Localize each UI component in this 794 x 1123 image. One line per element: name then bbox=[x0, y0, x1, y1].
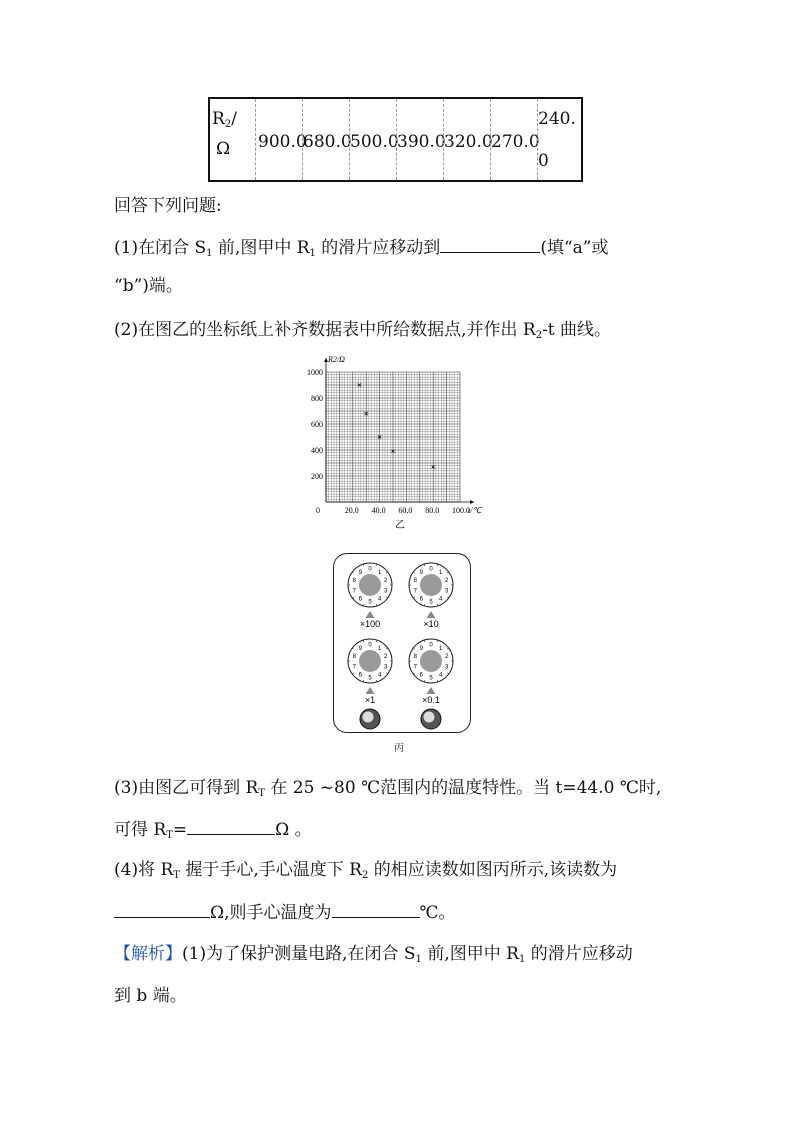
table-cell: 390.0 bbox=[396, 99, 443, 180]
y-axis-label: R2/Ω bbox=[328, 355, 345, 364]
dial bbox=[409, 563, 453, 629]
dial-digit: 8 bbox=[413, 578, 417, 585]
solution-tag: 【解析】 bbox=[114, 944, 182, 964]
r2-t-chart bbox=[300, 352, 500, 532]
multiplier-label: ×10 bbox=[423, 619, 439, 629]
question-4-cont: Ω,则手心温度为 ℃。 bbox=[114, 899, 456, 925]
dial-digit: 8 bbox=[352, 654, 356, 661]
answer-blank[interactable] bbox=[187, 816, 275, 835]
x-tick-label: 40.0 bbox=[371, 506, 386, 515]
dial-digit: 8 bbox=[413, 654, 417, 661]
table-cell: 270.0 bbox=[490, 99, 537, 180]
dial-knob bbox=[359, 650, 381, 672]
pointer-triangle bbox=[427, 687, 436, 694]
dial bbox=[348, 639, 392, 705]
dial-digit: 4 bbox=[439, 596, 443, 603]
dial-digit: 1 bbox=[439, 569, 443, 576]
row-label: $R_2/$ Ω bbox=[212, 109, 237, 159]
terminal-highlight bbox=[424, 712, 435, 723]
y-tick-label: 800 bbox=[311, 394, 323, 403]
dial-digit: 2 bbox=[384, 578, 388, 585]
dial-digit: 4 bbox=[439, 672, 443, 679]
dial-digit: 3 bbox=[384, 664, 388, 671]
table-cell: 320.0 bbox=[443, 99, 490, 180]
table-cell: 680.0 bbox=[302, 99, 349, 180]
terminal bbox=[421, 709, 441, 729]
dial-digit: 1 bbox=[439, 645, 443, 652]
multiplier-label: ×1 bbox=[364, 695, 376, 705]
table-cell: 500.0 bbox=[349, 99, 396, 180]
x-axis-arrow bbox=[470, 500, 474, 504]
dial-digit: 6 bbox=[419, 672, 423, 679]
table-cell: 240. 0 bbox=[537, 99, 581, 180]
x-tick-label: 0 bbox=[316, 506, 320, 515]
dial-knob bbox=[359, 574, 381, 596]
pointer-triangle bbox=[427, 611, 436, 618]
question-1-cont: “b”)端。 bbox=[114, 276, 183, 296]
solution-cont: 到 b 端。 bbox=[114, 986, 187, 1006]
chart-grid bbox=[324, 358, 474, 504]
resistance-box-dials bbox=[333, 553, 473, 753]
table-cell: 900.0 bbox=[255, 99, 302, 180]
y-tick-label: 200 bbox=[311, 472, 323, 481]
dial-digit: 9 bbox=[419, 645, 423, 652]
dial-digit: 0 bbox=[429, 642, 433, 649]
dial-digit: 5 bbox=[429, 675, 433, 682]
dial-digit: 5 bbox=[429, 599, 433, 606]
question-1: (1)在闭合 $S_1$ 前,图甲中 $R_1$ 的滑片应移动到 (填“a”或 bbox=[114, 234, 608, 266]
dial-digit: 7 bbox=[413, 664, 417, 671]
y-tick-label: 400 bbox=[311, 446, 323, 455]
question-4: (4)将 $R_T$ 握于手心,手心温度下 $R_2$ 的相应读数如图丙所示,该读数为 bbox=[114, 860, 618, 881]
answer-blank[interactable] bbox=[332, 899, 420, 918]
chart-caption: 乙 bbox=[395, 520, 405, 531]
dial-digit: 4 bbox=[378, 672, 382, 679]
dial-digit: 7 bbox=[352, 588, 356, 595]
dial-digit: 6 bbox=[358, 596, 362, 603]
pointer-triangle bbox=[366, 611, 375, 618]
dial-digit: 3 bbox=[384, 588, 388, 595]
dial-digit: 3 bbox=[445, 664, 449, 671]
x-tick-label: 20.0 bbox=[344, 506, 359, 515]
dial-digit: 9 bbox=[419, 569, 423, 576]
dial-digit: 6 bbox=[419, 596, 423, 603]
dial bbox=[348, 563, 392, 629]
dial-knob bbox=[420, 650, 442, 672]
x-tick-label: 80.0 bbox=[425, 506, 440, 515]
multiplier-label: ×100 bbox=[359, 619, 381, 629]
solution: 【解析】(1)为了保护测量电路,在闭合 $S_1$ 前,图甲中 $R_1$ 的滑片应移动 bbox=[114, 944, 633, 965]
dial-digit: 1 bbox=[378, 569, 382, 576]
dial-digit: 0 bbox=[429, 566, 433, 573]
dial-digit: 2 bbox=[445, 654, 449, 661]
dial-digit: 9 bbox=[358, 569, 362, 576]
dial-digit: 9 bbox=[358, 645, 362, 652]
dial-digit: 5 bbox=[368, 599, 372, 606]
multiplier-label: ×0.1 bbox=[422, 695, 440, 705]
answer-blank[interactable] bbox=[114, 899, 210, 918]
terminal bbox=[360, 709, 380, 729]
x-tick-label: 100.0 bbox=[452, 506, 470, 515]
answer-blank[interactable] bbox=[440, 234, 540, 253]
dial-digit: 7 bbox=[352, 664, 356, 671]
y-tick-label: 1000 bbox=[307, 368, 323, 377]
dial bbox=[409, 639, 453, 705]
dial-digit: 7 bbox=[413, 588, 417, 595]
dial-digit: 5 bbox=[368, 675, 372, 682]
pointer-triangle bbox=[366, 687, 375, 694]
dial-digit: 0 bbox=[368, 566, 372, 573]
dial-digit: 2 bbox=[445, 578, 449, 585]
dial-knob bbox=[420, 574, 442, 596]
dial-digit: 0 bbox=[368, 642, 372, 649]
dial-digit: 8 bbox=[352, 578, 356, 585]
question-2: (2)在图乙的坐标纸上补齐数据表中所给数据点,并作出 $R_2-t$ 曲线。 bbox=[114, 320, 612, 341]
question-3-cont: 可得 $R_T= \Omega$ 。 bbox=[114, 816, 312, 848]
dial-digit: 6 bbox=[358, 672, 362, 679]
dial-digit: 1 bbox=[378, 645, 382, 652]
question-3: (3)由图乙可得到 $R_T$ 在 25 ~80 ℃范围内的温度特性。当 t=44.0 ℃时, bbox=[114, 778, 662, 799]
dial-digit: 3 bbox=[445, 588, 449, 595]
dial-digit: 2 bbox=[384, 654, 388, 661]
terminal-highlight bbox=[363, 712, 374, 723]
resistance-box-caption: 丙 bbox=[394, 743, 404, 754]
chart-points bbox=[358, 383, 435, 468]
y-tick-label: 600 bbox=[311, 420, 323, 429]
dial-digit: 4 bbox=[378, 596, 382, 603]
intro-text: 回答下列问题: bbox=[114, 196, 222, 216]
data-table bbox=[208, 97, 583, 182]
x-tick-label: 60.0 bbox=[398, 506, 413, 515]
x-axis-label: t/℃ bbox=[468, 506, 482, 515]
